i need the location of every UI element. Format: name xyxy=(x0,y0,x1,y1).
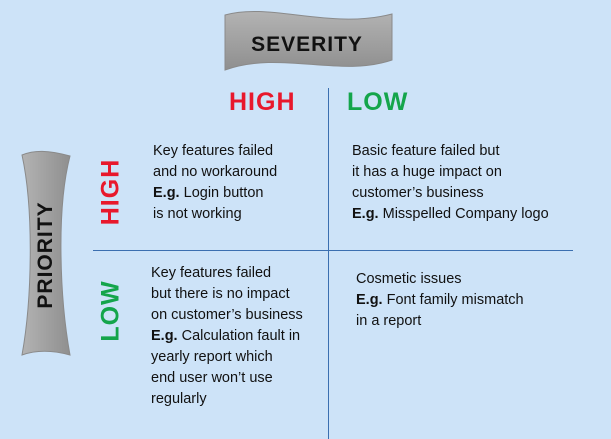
example-text: Calculation fault in xyxy=(181,328,301,344)
priority-axis-label: PRIORITY xyxy=(34,201,57,309)
vertical-divider xyxy=(328,88,329,439)
example-text-line: in a report xyxy=(356,313,422,329)
quadrant-text-line: Basic feature failed but xyxy=(352,143,500,159)
quadrant-low-priority-high-severity xyxy=(151,263,303,410)
quadrant-text-line: Cosmetic issues xyxy=(356,271,462,287)
quadrant-low-priority-low-severity xyxy=(356,269,524,332)
example-text-line: end user won’t use xyxy=(151,370,273,386)
quadrant-high-priority-low-severity xyxy=(352,141,549,225)
severity-axis-title: SEVERITY xyxy=(251,33,363,56)
example-text: Font family mismatch xyxy=(386,292,524,308)
example-line xyxy=(153,183,277,204)
severity-high-label: HIGH xyxy=(229,88,296,116)
example-line xyxy=(352,204,549,225)
example-text: Login button xyxy=(183,185,264,201)
horizontal-divider xyxy=(93,250,573,251)
quadrant-text-line: it has a huge impact on xyxy=(352,164,502,180)
example-line xyxy=(356,290,524,311)
example-text: Misspelled Company logo xyxy=(382,206,549,222)
example-line xyxy=(151,326,303,347)
severity-low-label: LOW xyxy=(347,88,409,116)
example-label: E.g. xyxy=(356,292,383,308)
example-label: E.g. xyxy=(151,328,178,344)
quadrant-text-line: Key features failed xyxy=(153,143,274,159)
quadrant-text-line: and no workaround xyxy=(153,164,278,180)
example-text-line: is not working xyxy=(153,206,242,222)
example-label: E.g. xyxy=(352,206,379,222)
example-text-line: yearly report which xyxy=(151,349,273,365)
example-label: E.g. xyxy=(153,185,180,201)
example-text-line: regularly xyxy=(151,391,207,407)
quadrant-high-priority-high-severity xyxy=(153,141,277,225)
priority-low-text: LOW xyxy=(96,280,125,342)
priority-high-text: HIGH xyxy=(96,158,125,226)
quadrant-text-line: Key features failed xyxy=(151,265,272,281)
quadrant-text-line: but there is no impact xyxy=(151,286,290,302)
quadrant-text-line: customer’s business xyxy=(352,185,484,201)
quadrant-text-line: on customer’s business xyxy=(151,307,303,323)
